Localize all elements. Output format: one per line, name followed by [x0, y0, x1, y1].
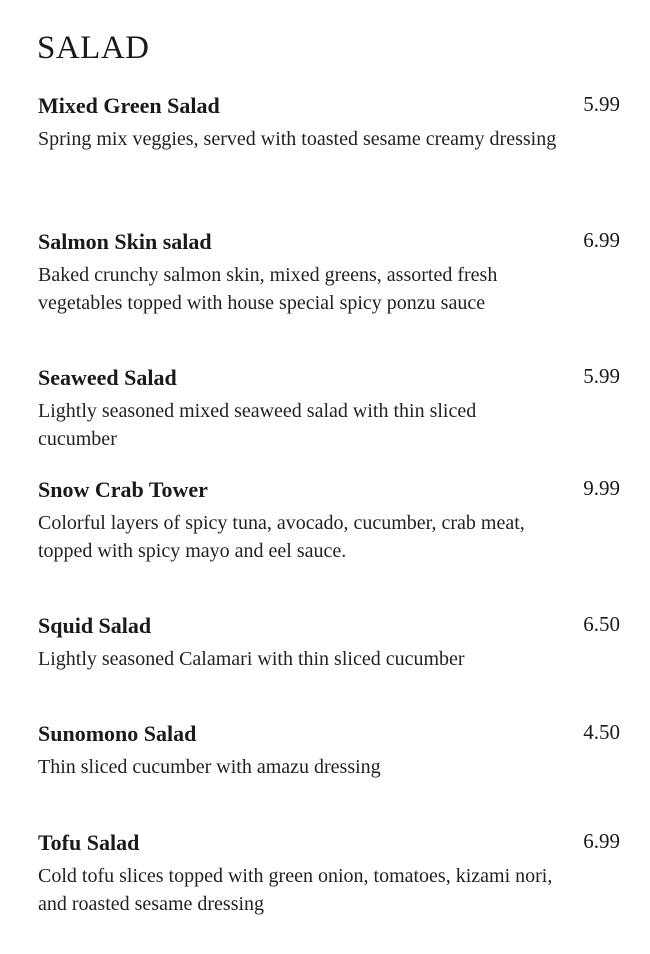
item-description: Baked crunchy salmon skin, mixed greens, assorted fresh vegetables topped with house special spicy ponzu sauce: [38, 264, 498, 314]
item-description: Lightly seasoned mixed seaweed salad with thin sliced cucumber: [38, 400, 477, 450]
item-price: 4.50: [583, 720, 620, 744]
section-title: SALAD: [37, 30, 150, 66]
item-description: Cold tofu slices topped with green onion, tomatoes, kizami nori, and roasted sesame dressing: [38, 865, 553, 915]
menu-item-sunomono-salad: [38, 720, 628, 781]
item-name: Salmon Skin salad: [38, 229, 212, 254]
item-name: Sunomono Salad: [38, 721, 197, 746]
item-price: 6.99: [583, 228, 620, 252]
menu-item-tofu-salad: [38, 829, 628, 918]
item-price: 6.50: [583, 612, 620, 636]
item-name: Snow Crab Tower: [38, 477, 208, 502]
item-description: Lightly seasoned Calamari with thin sliced cucumber: [38, 648, 465, 670]
menu-item-squid-salad: [38, 612, 628, 673]
item-description: Thin sliced cucumber with amazu dressing: [38, 756, 381, 778]
menu-item-salmon-skin-salad: [38, 228, 628, 317]
item-description: Colorful layers of spicy tuna, avocado, cucumber, crab meat, topped with spicy mayo and eel sauce.: [38, 512, 525, 562]
menu-item-mixed-green-salad: [38, 92, 628, 153]
menu-item-snow-crab-tower: [38, 476, 628, 565]
item-price: 5.99: [583, 364, 620, 388]
menu-item-seaweed-salad: [38, 364, 628, 453]
item-name: Tofu Salad: [38, 830, 140, 855]
item-name: Squid Salad: [38, 613, 152, 638]
item-name: Mixed Green Salad: [38, 93, 220, 118]
item-description: Spring mix veggies, served with toasted sesame creamy dressing: [38, 128, 557, 150]
item-price: 6.99: [583, 829, 620, 853]
item-price: 9.99: [583, 476, 620, 500]
item-price: 5.99: [583, 92, 620, 116]
item-name: Seaweed Salad: [38, 365, 177, 390]
